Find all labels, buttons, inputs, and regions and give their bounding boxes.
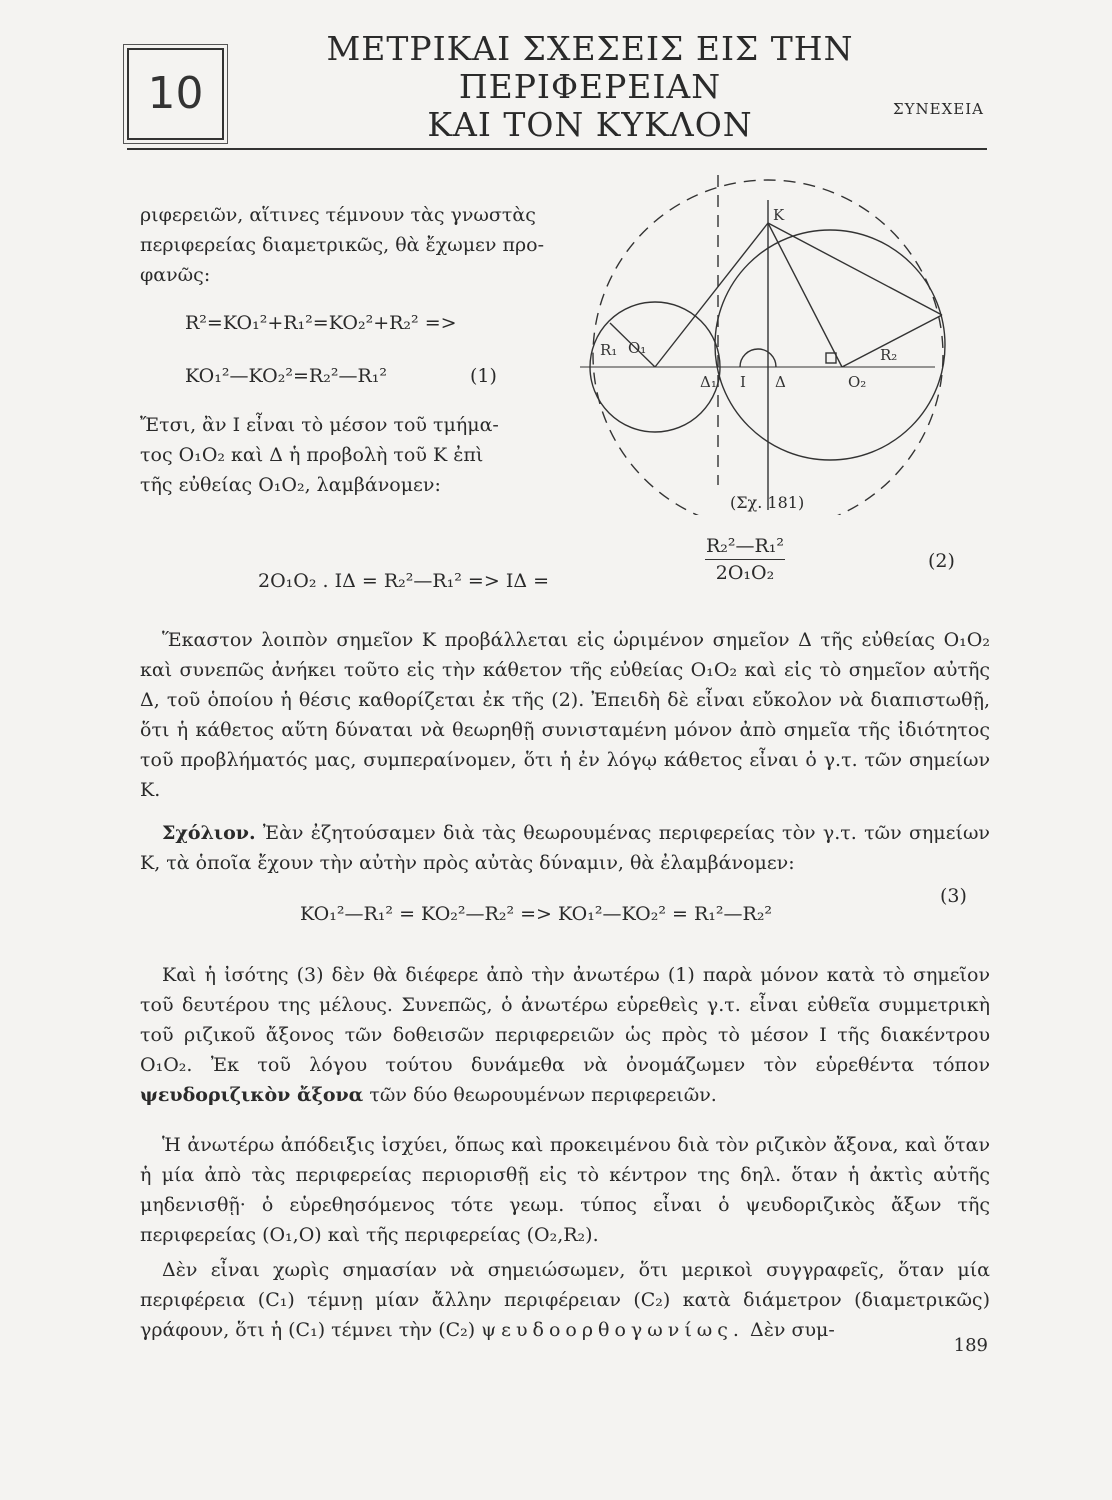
chapter-number: 10 — [147, 68, 204, 119]
after-eq-line3: τῆς εὐθείας O₁O₂, λαμβάνομεν: — [140, 474, 441, 496]
fraction-bar — [705, 559, 785, 560]
after-eq-line1: Ἔτσι, ἂν Ι εἶναι τὸ μέσον τοῦ τμήμα- — [140, 414, 499, 436]
equation-b: KO₁²—KO₂²=R₂²—R₁² — [185, 365, 387, 387]
equation-b-label: (1) — [470, 365, 497, 387]
k-to-o2 — [768, 223, 842, 367]
equation-c: 2O₁O₂ . ΙΔ = R₂²—R₁² => ΙΔ = — [258, 570, 550, 592]
label-k: K — [773, 206, 785, 224]
chapter-title — [240, 30, 940, 144]
equation-a: R²=KO₁²+R₁²=KO₂²+R₂² => — [185, 312, 457, 334]
small-semicircle — [740, 349, 776, 367]
label-o1: O₁ — [628, 339, 647, 357]
equation-c-denominator: 2O₁O₂ — [715, 562, 775, 584]
after-equation-text — [140, 410, 580, 500]
geometry-figure — [580, 175, 980, 515]
equation-c-numerator: R₂²—R₁² — [705, 535, 785, 557]
label-i: I — [740, 373, 746, 391]
paragraph-3 — [140, 1130, 990, 1250]
paragraph-2 — [140, 960, 990, 1110]
paragraph-2-text-a: Καὶ ἡ ἰσότης (3) δὲν θὰ διέφερε ἀπὸ τὴν ἀνωτέρω (1) παρὰ μόνον κατὰ τὸ σημεῖον τοῦ δευτέρου της μέλους. Συνεπῶς, ὁ ἀνωτέρω εὑρεθεὶς γ.τ. εἶναι εὐθεῖα συμμετρικὴ τοῦ ριζικοῦ ἄξονος τῶν δοθεισῶν περιφερειῶν ὡς πρὸς τὸ μέσον Ι τῆς διακέντρου O₁O₂. Ἐκ τοῦ λόγου τούτου δυνάμεθα νὰ ὀνομάζωμεν τὸν εὑρεθέντα τόπον — [140, 964, 990, 1076]
intro-line1: ριφερειῶν, αἵτινες τέμνουν τὰς γνωστὰς — [140, 204, 536, 226]
label-d: Δ — [775, 373, 786, 391]
label-o2: O₂ — [848, 373, 867, 391]
label-d1: Δ₁ — [700, 373, 717, 391]
after-eq-line2: τος O₁O₂ καὶ Δ ἡ προβολὴ τοῦ Κ ἐπὶ — [140, 444, 484, 466]
pseudo-orthogonal-term: ψευδοορθογωνίως. — [481, 1319, 744, 1341]
label-r2: R₂ — [880, 346, 898, 364]
k-to-o1 — [655, 223, 768, 367]
intro-line2: περιφερείας διαμετρικῶς, θὰ ἔχωμεν προ- — [140, 234, 545, 256]
paragraph-1-text: Ἕκαστον λοιπὸν σημεῖον Κ προβάλλεται εἰς ὡριμένον σημεῖον Δ τῆς εὐθείας O₁O₂ καὶ συνεπῶς ἀνήκει τοῦτο εἰς τὴν κάθετον τῆς εὐθείας O₁O₂ καὶ εἰς τὸ σημεῖον αὐτῆς Δ, τοῦ ὁποίου ἡ θέσις καθορίζεται ἐκ τῆς (2). Ἐπειδὴ δὲ εἶναι εὔκολον νὰ διαπιστωθῇ, ὅτι ἡ κάθετος αὕτη δύναται νὰ θεωρηθῇ συνισταμένη μόνον ἀπὸ σημεῖα τῆς ἰδιότητος τοῦ προβλήματός μας, συμπεραίνομεν, ὅτι ἡ ἐν λόγῳ κάθετος εἶναι ὁ γ.τ. τῶν σημείων Κ. — [140, 629, 990, 801]
equation-c-label: (2) — [928, 550, 955, 572]
intro-text — [140, 200, 580, 290]
paragraph-4-text-b: Δὲν συμ- — [750, 1319, 835, 1341]
equation-c-fraction — [705, 535, 785, 584]
chapter-subtitle: ΣΥΝΕΧΕΙΑ — [893, 100, 984, 118]
paragraph-3-text: Ἡ ἀνωτέρω ἀπόδειξις ἰσχύει, ὅπως καὶ προκειμένου διὰ τὸν ριζικὸν ἄξονα, καὶ ὅταν ἡ μία ἀπὸ τὰς περιφερείας περιορισθῇ εἰς τὸ κέντρον της δηλ. ὅταν ἡ ἀκτὶς αὐτῆς μηδενισθῇ· ὁ εὑρεθησόμενος τότε γεωμ. τύπος εἶναι ὁ ψευδοριζικὸς ἄξων τῆς περιφερείας (O₁,O) καὶ τῆς περιφερείας (O₂,R₂). — [140, 1134, 990, 1246]
scholion-paragraph — [140, 818, 990, 878]
header-rule — [127, 148, 987, 150]
paragraph-1 — [140, 625, 990, 805]
chapter-title-line2: ΚΑΙ ΤΟΝ ΚΥΚΛΟΝ — [427, 105, 753, 144]
chapter-title-line1: ΜΕΤΡΙΚΑΙ ΣΧΕΣΕΙΣ ΕΙΣ ΤΗΝ ΠΕΡΙΦΕΡΕΙΑΝ — [326, 29, 854, 106]
scholion-text: Ἐὰν ἐζητούσαμεν διὰ τὰς θεωρουμένας περιφερείας τὸν γ.τ. τῶν σημείων Κ, τὰ ὁποῖα ἔχουν τὴν αὐτὴν πρὸς αὐτὰς δύναμιν, θὰ ἐλαμβάνομεν: — [140, 822, 990, 874]
paragraph-2-text-b: τῶν δύο θεωρουμένων περιφερειῶν. — [369, 1084, 717, 1106]
intro-line3: φανῶς: — [140, 264, 211, 286]
pseudo-radical-axis-term: ψευδοριζικὸν ἄξονα — [140, 1084, 364, 1106]
chapter-number-box — [127, 48, 224, 140]
paragraph-4-text-a: Δὲν εἶναι χωρὶς σημασίαν νὰ σημειώσωμεν, ὅτι μερικοὶ συγγραφεῖς, ὅταν μία περιφέρεια (C₁) τέμνῃ μίαν ἄλλην περιφέρειαν (C₂) κατὰ διάμετρον (διαμετρικῶς) γράφουν, ὅτι ἡ (C₁) τέμνει τὴν (C₂) — [140, 1259, 990, 1341]
page-number: 189 — [953, 1335, 988, 1356]
equation-d: KO₁²—R₁² = KO₂²—R₂² => KO₁²—KO₂² = R₁²—R₂² — [300, 903, 773, 925]
figure-caption: (Σχ. 181) — [730, 493, 805, 512]
paragraph-4 — [140, 1255, 990, 1345]
equation-d-label: (3) — [940, 885, 967, 907]
scholion-label: Σχόλιον. — [162, 822, 256, 844]
label-r1: R₁ — [600, 341, 618, 359]
right-angle-mark — [826, 353, 836, 363]
